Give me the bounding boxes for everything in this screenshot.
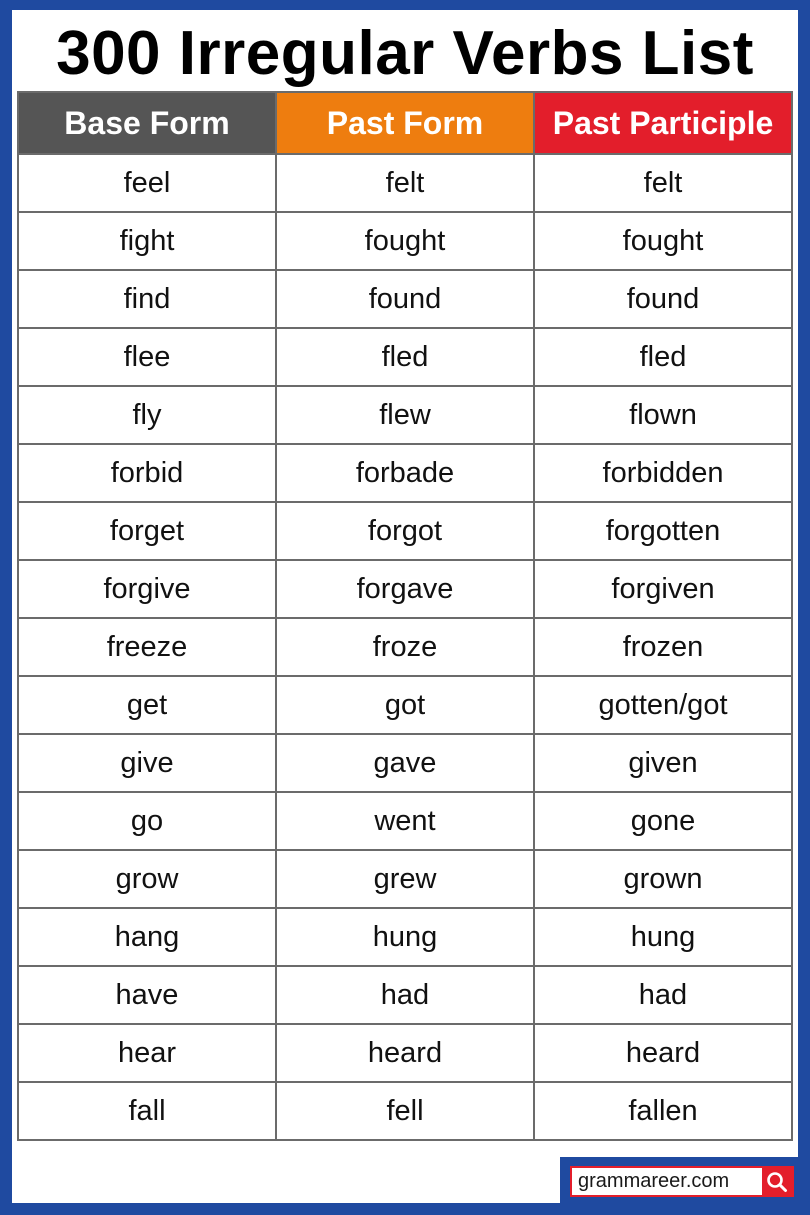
base-form-cell: flee	[18, 328, 276, 386]
table-row	[18, 734, 792, 792]
base-form-cell: forget	[18, 502, 276, 560]
past-participle-cell: fought	[534, 212, 792, 270]
header-past-participle: Past Participle	[534, 92, 792, 154]
page-title: 300 Irregular Verbs List	[56, 19, 754, 88]
table-row	[18, 212, 792, 270]
past-form-cell: felt	[276, 154, 534, 212]
header-base-form: Base Form	[18, 92, 276, 154]
past-participle-cell: forgiven	[534, 560, 792, 618]
base-form-cell: get	[18, 676, 276, 734]
base-form-cell: fight	[18, 212, 276, 270]
table-row	[18, 850, 792, 908]
table-row	[18, 386, 792, 444]
past-participle-cell: had	[534, 966, 792, 1024]
table-row	[18, 444, 792, 502]
past-participle-cell: fled	[534, 328, 792, 386]
past-participle-cell: given	[534, 734, 792, 792]
past-participle-cell: flown	[534, 386, 792, 444]
base-form-cell: fall	[18, 1082, 276, 1140]
past-form-cell: heard	[276, 1024, 534, 1082]
brand-url[interactable]: grammareer.com	[578, 1170, 730, 1192]
table-header-row	[18, 92, 792, 154]
past-participle-cell: gone	[534, 792, 792, 850]
base-form-cell: fly	[18, 386, 276, 444]
past-participle-cell: forgotten	[534, 502, 792, 560]
past-participle-cell: frozen	[534, 618, 792, 676]
brand-badge[interactable]	[560, 1157, 798, 1203]
past-form-cell: forgave	[276, 560, 534, 618]
past-form-cell: fled	[276, 328, 534, 386]
past-form-cell: flew	[276, 386, 534, 444]
past-form-cell: grew	[276, 850, 534, 908]
base-form-cell: forbid	[18, 444, 276, 502]
verb-list-card	[12, 10, 798, 1203]
table-row	[18, 676, 792, 734]
base-form-cell: give	[18, 734, 276, 792]
past-form-cell: found	[276, 270, 534, 328]
table-row	[18, 1082, 792, 1140]
past-participle-cell: heard	[534, 1024, 792, 1082]
past-participle-cell: found	[534, 270, 792, 328]
base-form-cell: have	[18, 966, 276, 1024]
past-participle-cell: fallen	[534, 1082, 792, 1140]
base-form-cell: hang	[18, 908, 276, 966]
header-past-form: Past Form	[276, 92, 534, 154]
base-form-cell: grow	[18, 850, 276, 908]
table-row	[18, 270, 792, 328]
past-form-cell: went	[276, 792, 534, 850]
past-form-cell: had	[276, 966, 534, 1024]
table-row	[18, 792, 792, 850]
table-row	[18, 618, 792, 676]
table-row	[18, 560, 792, 618]
base-form-cell: freeze	[18, 618, 276, 676]
base-form-cell: go	[18, 792, 276, 850]
base-form-cell: hear	[18, 1024, 276, 1082]
past-form-cell: got	[276, 676, 534, 734]
base-form-cell: forgive	[18, 560, 276, 618]
table-row	[18, 908, 792, 966]
past-form-cell: forgot	[276, 502, 534, 560]
brand-search-box[interactable]	[570, 1166, 794, 1197]
verbs-table	[17, 91, 793, 1141]
table-row	[18, 966, 792, 1024]
past-form-cell: froze	[276, 618, 534, 676]
table-row	[18, 1024, 792, 1082]
past-form-cell: hung	[276, 908, 534, 966]
table-row	[18, 154, 792, 212]
table-row	[18, 328, 792, 386]
search-icon[interactable]	[762, 1168, 792, 1195]
past-form-cell: fought	[276, 212, 534, 270]
past-participle-cell: gotten/got	[534, 676, 792, 734]
base-form-cell: feel	[18, 154, 276, 212]
past-form-cell: forbade	[276, 444, 534, 502]
base-form-cell: find	[18, 270, 276, 328]
table-row	[18, 502, 792, 560]
past-participle-cell: felt	[534, 154, 792, 212]
past-form-cell: gave	[276, 734, 534, 792]
past-form-cell: fell	[276, 1082, 534, 1140]
past-participle-cell: grown	[534, 850, 792, 908]
past-participle-cell: hung	[534, 908, 792, 966]
past-participle-cell: forbidden	[534, 444, 792, 502]
